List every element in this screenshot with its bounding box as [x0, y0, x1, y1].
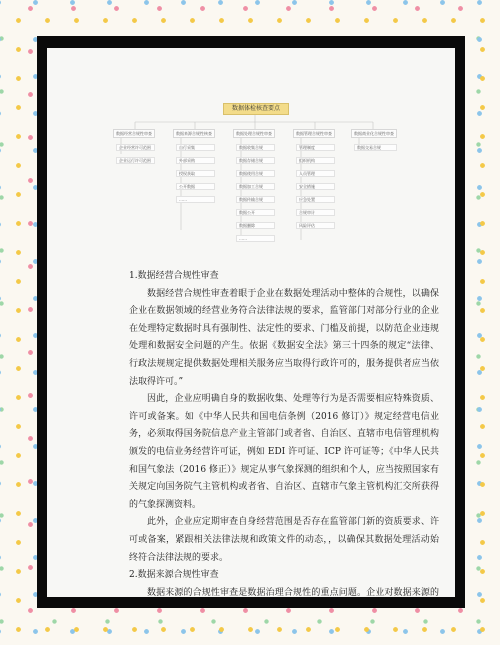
body-text — [129, 268, 439, 597]
branch-item: 企业经营许可范围 — [116, 144, 155, 151]
paragraph: 数据经营合规性审查着眼于企业在数据处理活动中整体的合规性，以确保企业在数据领域的经营业务符合法律法规的要求，监管部门对部分行业的企业在处理特定数据时具有强制性、法定性的要求、门槛及前提，以防范企业违规处理和数据安全问题的产生。依据《数据安全法》第三十四条的规定“法律、行政法规规定提供数据处理相关服务应当取得行政许可的，服务提供者应当依法取得许可。” — [129, 288, 439, 387]
paragraph: 因此，企业应明确自身的数据收集、处理等行为是否需要相应特殊资质、许可或备案。如《中华人民共和国电信条例（2016 修订）》规定经营电信业务，必须取得国务院信息产业主管部门或者省、自治区、直辖市电信管理机构颁发的电信业务经营许可证，例如 EDI 许可证、ICP 许可证等；《中华人民共和国气象法（2016 修正）》规定从事气象探测的组织和个人，应当按照国家有关规定向国务院气主管机构或者省、自治区、直辖市气象主管机构汇交所获得的气象探测资料。 — [129, 394, 439, 510]
branch-item: 人员管理 — [296, 170, 335, 177]
branch-title: 数据经营合规性审查 — [113, 129, 155, 138]
branch-item: 公开数据 — [176, 183, 215, 190]
branch-item: 应急处置 — [296, 196, 335, 203]
branch-title: 数据管理合规性审查 — [293, 129, 335, 138]
branch-item: 数据加工合规 — [236, 183, 275, 190]
diagram-root: 数据体检核查要点 — [223, 103, 289, 115]
branch-item: …… — [236, 235, 275, 242]
branch-item: 安全措施 — [296, 183, 335, 190]
diagram-branch — [233, 129, 275, 242]
branch-item: 数据收集合规 — [236, 144, 275, 151]
branch-item: 授权获取 — [176, 170, 215, 177]
branch-item: 风险评估 — [296, 222, 335, 229]
branch-item: 自行采集 — [176, 144, 215, 151]
branch-title: 数据处理合规性审查 — [233, 129, 275, 138]
diagram-branch — [173, 129, 215, 203]
branch-title: 数据商业化合规性审查 — [351, 129, 397, 138]
branch-item: …… — [176, 196, 215, 203]
branch-item: 企业运行许可范围 — [116, 157, 155, 164]
diagram-branch — [293, 129, 335, 229]
branch-item: 数据删除 — [236, 222, 275, 229]
branch-item: 数据公开 — [236, 209, 275, 216]
branch-title: 数据来源合规性核查 — [173, 129, 215, 138]
branch-item: 合规审计 — [296, 209, 335, 216]
branch-item: 数据交易合规 — [354, 144, 397, 151]
paragraph: 数据来源的合规性审查是数据治理合规性的重点问题。企业对数据来源的 — [147, 587, 439, 597]
section-heading: 1.数据经营合规性审查 — [129, 271, 219, 281]
branch-item: 组织机构 — [296, 157, 335, 164]
diagram-branch — [351, 129, 397, 151]
paragraph: 此外，企业应定期审查自身经营范围是否存在监管部门新的资质要求、许可或备案，紧跟相关法律法规和政策文件的动态，，以确保其数据处理活动始终符合法律法规的要求。 — [129, 517, 439, 563]
branch-item: 数据传输合规 — [236, 196, 275, 203]
branch-item: 外部采购 — [176, 157, 215, 164]
section-heading: 2.数据来源合规性审查 — [129, 570, 219, 581]
branch-item: 管理制度 — [296, 144, 335, 151]
mind-map-diagram — [111, 98, 401, 256]
branch-item: 数据存储合规 — [236, 157, 275, 164]
diagram-branch — [113, 129, 155, 164]
document-page — [47, 48, 455, 597]
branch-item: 数据使用合规 — [236, 170, 275, 177]
